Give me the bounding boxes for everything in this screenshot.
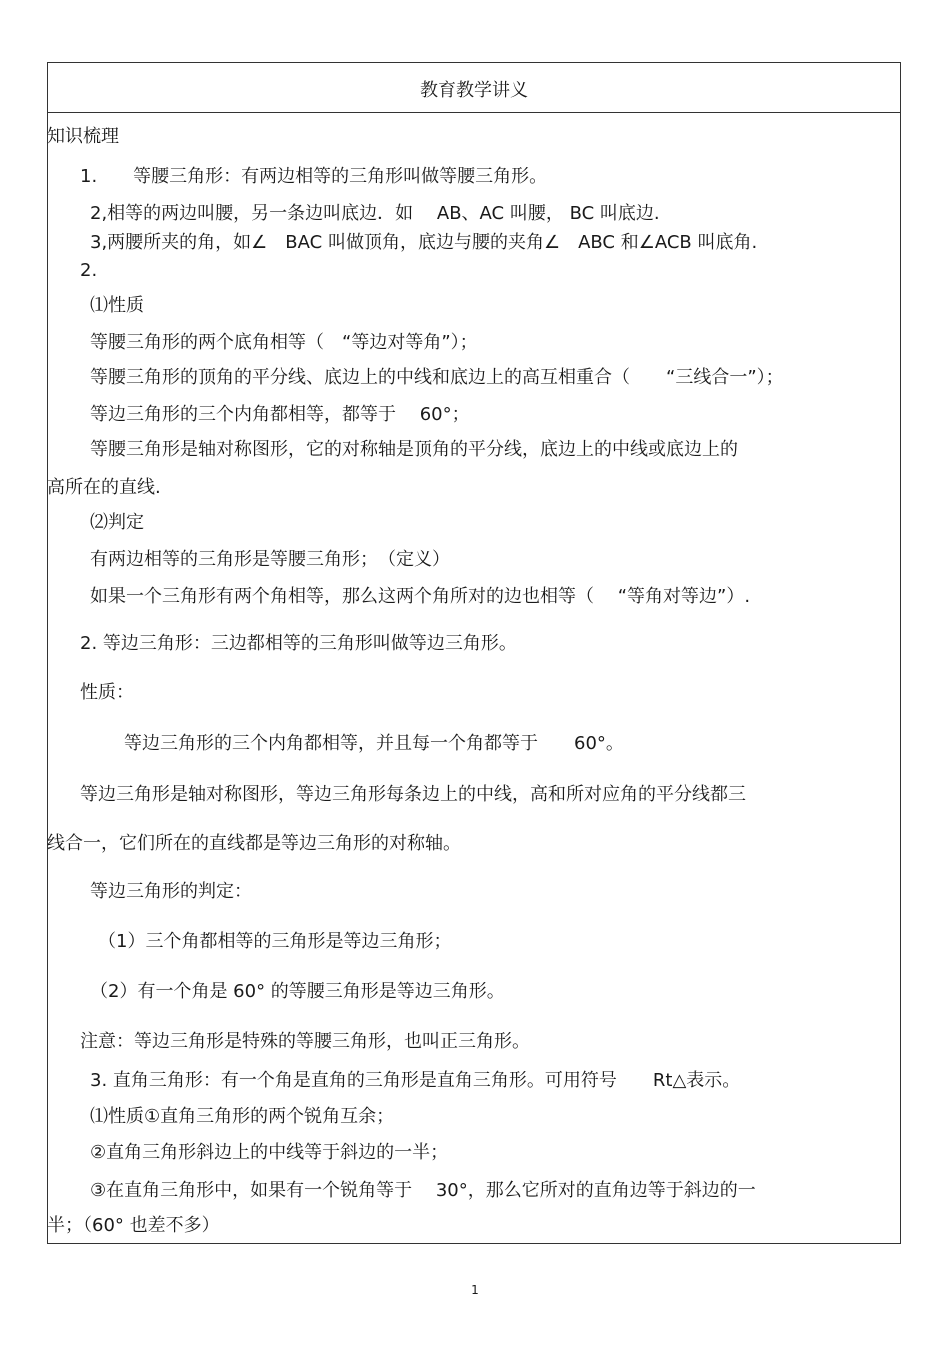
text-line: 性质： <box>80 682 134 703</box>
text-line: 等腰三角形的两个底角相等（ “等边对等角”）； <box>90 332 478 353</box>
text-line: ②直角三角形斜边上的中线等于斜边的一半； <box>90 1142 449 1163</box>
text-line: 1. 等腰三角形：有两边相等的三角形叫做等腰三角形。 <box>80 166 548 187</box>
page-title: 教育教学讲义 <box>420 80 528 101</box>
text-line: 半；（60° 也差不多） <box>47 1215 220 1236</box>
text-line: 等边三角形的三个内角都相等，都等于 60°； <box>90 404 470 425</box>
header-row <box>48 63 900 113</box>
text-line: 等边三角形的三个内角都相等，并且每一个角都等于 60°。 <box>124 733 624 754</box>
subsection-heading: ⑵判定 <box>90 512 144 533</box>
text-line: 注意：等边三角形是特殊的等腰三角形，也叫正三角形。 <box>80 1031 530 1052</box>
text-line: ③在直角三角形中，如果有一个锐角等于 30°，那么它所对的直角边等于斜边的一 <box>90 1180 756 1201</box>
subsection-heading: ⑴性质 <box>90 295 144 316</box>
text-line: ⑴性质①直角三角形的两个锐角互余； <box>90 1106 395 1127</box>
text-line: （1）三个角都相等的三角形是等边三角形； <box>98 931 452 952</box>
text-line: 3. 直角三角形：有一个角是直角的三角形是直角三角形。可用符号 Rt△表示。 <box>90 1070 741 1091</box>
text-line: 如果一个三角形有两个角相等，那么这两个角所对的边也相等（ “等角对等边”）. <box>90 586 751 607</box>
text-line: 线合一，它们所在的直线都是等边三角形的对称轴。 <box>47 833 461 854</box>
text-line: 2. <box>80 260 98 281</box>
text-line: 等边三角形是轴对称图形，等边三角形每条边上的中线，高和所对应角的平分线都三 <box>80 784 746 805</box>
text-line: 高所在的直线. <box>47 477 161 498</box>
text-line: 2. 等边三角形：三边都相等的三角形叫做等边三角形。 <box>80 633 517 654</box>
text-line: 等腰三角形是轴对称图形，它的对称轴是顶角的平分线，底边上的中线或底边上的 <box>90 439 738 460</box>
text-line: 等腰三角形的顶角的平分线、底边上的中线和底边上的高互相重合（ “三线合一”）； <box>90 367 784 388</box>
text-line: 有两边相等的三角形是等腰三角形； （定义） <box>90 549 450 570</box>
text-line: 3,两腰所夹的角，如∠ BAC 叫做顶角，底边与腰的夹角∠ ABC 和∠ACB 叫底角. <box>90 232 758 253</box>
page-number: 1 <box>471 1283 479 1297</box>
section-heading: 知识梳理 <box>47 126 119 147</box>
text-line: 等边三角形的判定： <box>90 881 252 902</box>
text-line: （2）有一个角是 60° 的等腰三角形是等边三角形。 <box>90 981 505 1002</box>
text-line: 2,相等的两边叫腰，另一条边叫底边．如 AB、AC 叫腰， BC 叫底边. <box>90 203 660 224</box>
